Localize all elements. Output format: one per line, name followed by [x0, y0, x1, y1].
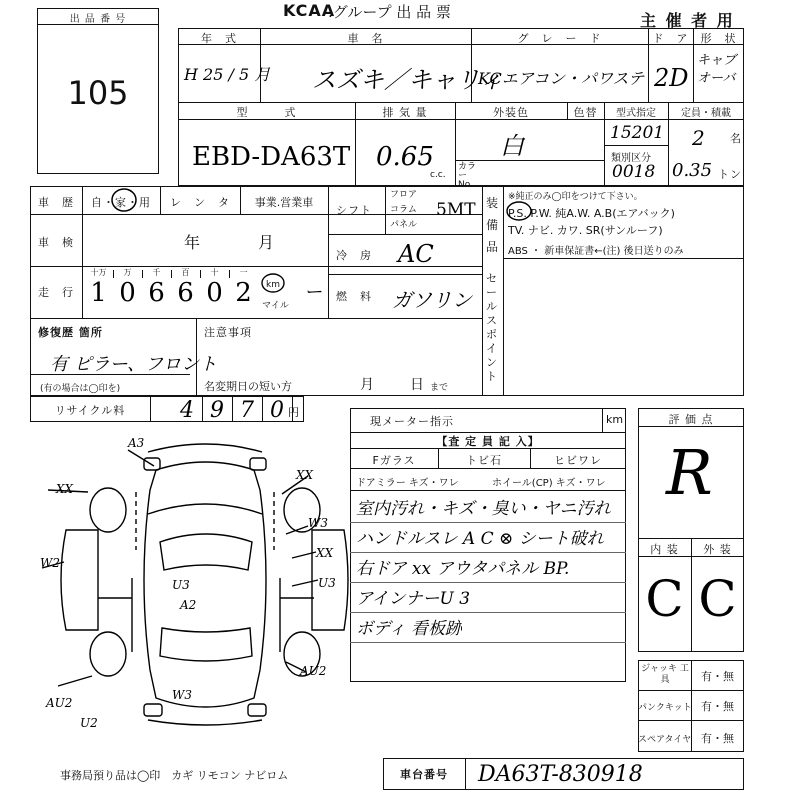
history-rental: レ ン タ — [170, 196, 230, 209]
shift-column: コラム — [390, 205, 417, 215]
meter-label: 現メーター指示 — [370, 415, 454, 428]
damage-mark: AU2 — [300, 664, 327, 678]
score-label: 評 価 点 — [668, 413, 714, 426]
color-no-label: カラー No. — [458, 162, 477, 190]
displacement-value: 0.65 — [376, 142, 434, 172]
meter-unit: km — [606, 413, 624, 426]
short-title-day: 日 — [410, 377, 424, 393]
repair-value: 有 ピラー、フロント — [50, 354, 218, 375]
mileage-unit-label: 千 — [152, 268, 161, 277]
mileage-digit: 1 — [90, 278, 107, 308]
interior-value: C — [645, 570, 684, 628]
mileage-digit: 0 — [119, 278, 136, 308]
office-note: 事務局預り品は◯印 カギ リモコン ナビロム — [60, 769, 289, 782]
displacement-label: 排 気 量 — [382, 106, 428, 119]
score-value: R — [666, 436, 713, 509]
fuel-label: 燃 料 — [336, 290, 372, 303]
name-label: 車 名 — [347, 32, 384, 45]
type-designation-label: 型式指定 — [616, 108, 656, 119]
inspection-year: 年 — [184, 233, 201, 252]
equipment-label: 装備品 — [486, 196, 499, 254]
wheel-label: ホイール(CP) キズ・ワレ — [492, 478, 606, 489]
chassis-value: DA63T-830918 — [478, 762, 643, 787]
km-circle-mark — [260, 272, 286, 294]
damage-mark: XX — [316, 546, 334, 560]
grade-label: グ レ ー ド — [517, 32, 602, 45]
inspector-note: アインナーU 3 — [356, 589, 471, 609]
capacity-value: 2 — [692, 126, 705, 150]
recycle-digit: 0 — [270, 398, 284, 423]
mileage-unit-label: 一 — [239, 268, 248, 277]
damage-mark: U2 — [80, 716, 98, 730]
capacity-label: 定員・積載 — [681, 108, 731, 119]
inspector-note: 室内汚れ・キズ・臭い・ヤニ汚れ — [356, 499, 611, 519]
kcaa-logo: KCAA — [283, 1, 336, 20]
inspector-note: 右ドア xx アウタパネル BP. — [356, 559, 570, 579]
damage-mark: XX — [56, 482, 74, 496]
private-circle-mark — [100, 186, 150, 214]
mileage-digit: 6 — [177, 278, 194, 308]
spare-value: 有・無 — [701, 732, 734, 745]
spare-label: スペアタイヤ — [638, 735, 692, 745]
mileage-mile: マイル — [262, 301, 289, 311]
car-name-value: スズキ／キャリィ — [312, 66, 504, 94]
chassis-label: 車台番号 — [400, 768, 448, 781]
category-label: 類別区分 — [611, 153, 651, 164]
shift-floor: フロア — [390, 190, 418, 200]
door-label: ド ア — [652, 32, 689, 45]
notice-label: 注意事項 — [204, 326, 252, 339]
exterior-color-label: 外装色 — [493, 106, 529, 119]
mileage-unit-label: 十 — [210, 268, 219, 277]
short-title-label: 名変期日の短い方 — [204, 380, 292, 393]
year-label: 年 式 — [201, 32, 237, 45]
ac-label: 冷 房 — [336, 249, 372, 262]
shape-value: キャブ オーバ — [697, 53, 737, 86]
recycle-digit: 9 — [210, 398, 224, 423]
short-title-suffix: まで — [430, 383, 449, 393]
inspector-note: ハンドルスレ A C ⊗ シート破れ — [356, 529, 604, 549]
mileage-digit: 6 — [148, 278, 165, 308]
equipment-line-2: TV. ナビ. カワ. SR(サンルーフ) — [508, 224, 663, 237]
color-change-label: 色替 — [573, 106, 598, 119]
organizer-label: 主 催 者 用 — [640, 11, 735, 30]
mileage-km: km — [266, 280, 280, 290]
repair-label: 修復歴 箇所 — [38, 326, 103, 339]
mileage-unit-label: 万 — [123, 268, 132, 277]
type-designation-value: 15201 — [610, 123, 665, 143]
puncture-value: 有・無 — [701, 700, 734, 713]
inspector-label: 【査 定 員 記 入】 — [436, 435, 540, 448]
recycle-digit: 7 — [240, 398, 254, 423]
mileage-note: ー — [304, 282, 322, 303]
recycle-label: リサイクル料 — [54, 404, 126, 417]
inspection-month: 月 — [258, 233, 275, 252]
equipment-note: ※純正のみ◯印をつけて下さい。 — [508, 192, 643, 202]
form-title: .グループ 出 品 票 — [328, 3, 451, 21]
inspection-label: 車 検 — [38, 236, 74, 249]
exterior-color-value: 白 — [500, 132, 524, 160]
history-business: 事業.営業車 — [254, 196, 314, 209]
fuel-value: ガソリン — [392, 288, 472, 312]
history-private: 自・家・用 — [91, 196, 151, 209]
jack-label: ジャッキ 工具 — [641, 664, 689, 685]
shape-label: 形 状 — [700, 32, 737, 45]
capacity-unit: 名 — [730, 132, 742, 145]
glass-label: Fガラス — [372, 454, 416, 467]
interior-label: 内 装 — [650, 543, 679, 556]
damage-mark: AU2 — [46, 696, 73, 710]
shift-panel: パネル — [390, 220, 418, 230]
equipment-line-1: P.S. P.W. 純A.W. A.B(エアバック) — [508, 207, 675, 220]
year-value: H 25 / 5 月 — [184, 65, 271, 84]
damage-mark: XX — [296, 468, 314, 482]
recycle-digit: 4 — [180, 398, 194, 423]
ps-circle-mark — [505, 200, 533, 222]
mileage-digit: 0 — [206, 278, 223, 308]
crack-label: ヒビワレ — [554, 454, 602, 467]
displacement-unit: c.c. — [430, 170, 446, 180]
mileage-unit-label: 百 — [181, 268, 190, 277]
model-value: EBD-DA63T — [192, 142, 351, 172]
recycle-unit: 円 — [288, 406, 300, 419]
mileage-unit-label: 十万 — [90, 268, 107, 277]
load-unit: トン — [718, 168, 742, 181]
grade-value: KCエアコン・パワステ — [478, 69, 645, 88]
shift-value: 5MT — [436, 200, 476, 220]
exterior-value: C — [698, 570, 737, 628]
short-title-month: 月 — [360, 377, 374, 393]
damage-mark: A2 — [180, 598, 197, 612]
exterior-label: 外 装 — [703, 543, 732, 556]
lot-number: 105 — [67, 74, 129, 112]
history-label: 車 歴 — [38, 196, 74, 209]
chip-label: トビ石 — [466, 454, 502, 467]
load-value: 0.35 — [672, 160, 713, 181]
damage-mark: U3 — [318, 576, 336, 590]
lot-number-label: 出 品 番 号 — [69, 14, 127, 25]
sales-point-label: セールスポイント — [486, 272, 497, 383]
jack-value: 有・無 — [701, 670, 734, 683]
damage-mark: W2 — [40, 556, 60, 570]
shift-label: シフト — [336, 204, 372, 217]
damage-mark: A3 — [128, 436, 145, 450]
equipment-line-3: ABS ・ 新車保証書←(注) 後日送りのみ — [508, 246, 684, 257]
mileage-digit: 2 — [235, 278, 252, 308]
door-value: 2D — [654, 64, 689, 92]
mirror-label: ドアミラー キズ・ワレ — [356, 478, 459, 489]
repair-note: (有の場合は◯印を) — [40, 384, 121, 394]
inspector-note: ボディ 看板跡 — [356, 619, 463, 639]
mileage-label: 走 行 — [38, 286, 74, 299]
model-label: 型 式 — [236, 106, 297, 119]
puncture-label: パンクキット — [638, 703, 692, 713]
damage-mark: W3 — [308, 516, 328, 530]
damage-mark: U3 — [172, 578, 190, 592]
category-value: 0018 — [612, 162, 656, 182]
ac-value: AC — [398, 240, 434, 268]
damage-mark: W3 — [172, 688, 192, 702]
